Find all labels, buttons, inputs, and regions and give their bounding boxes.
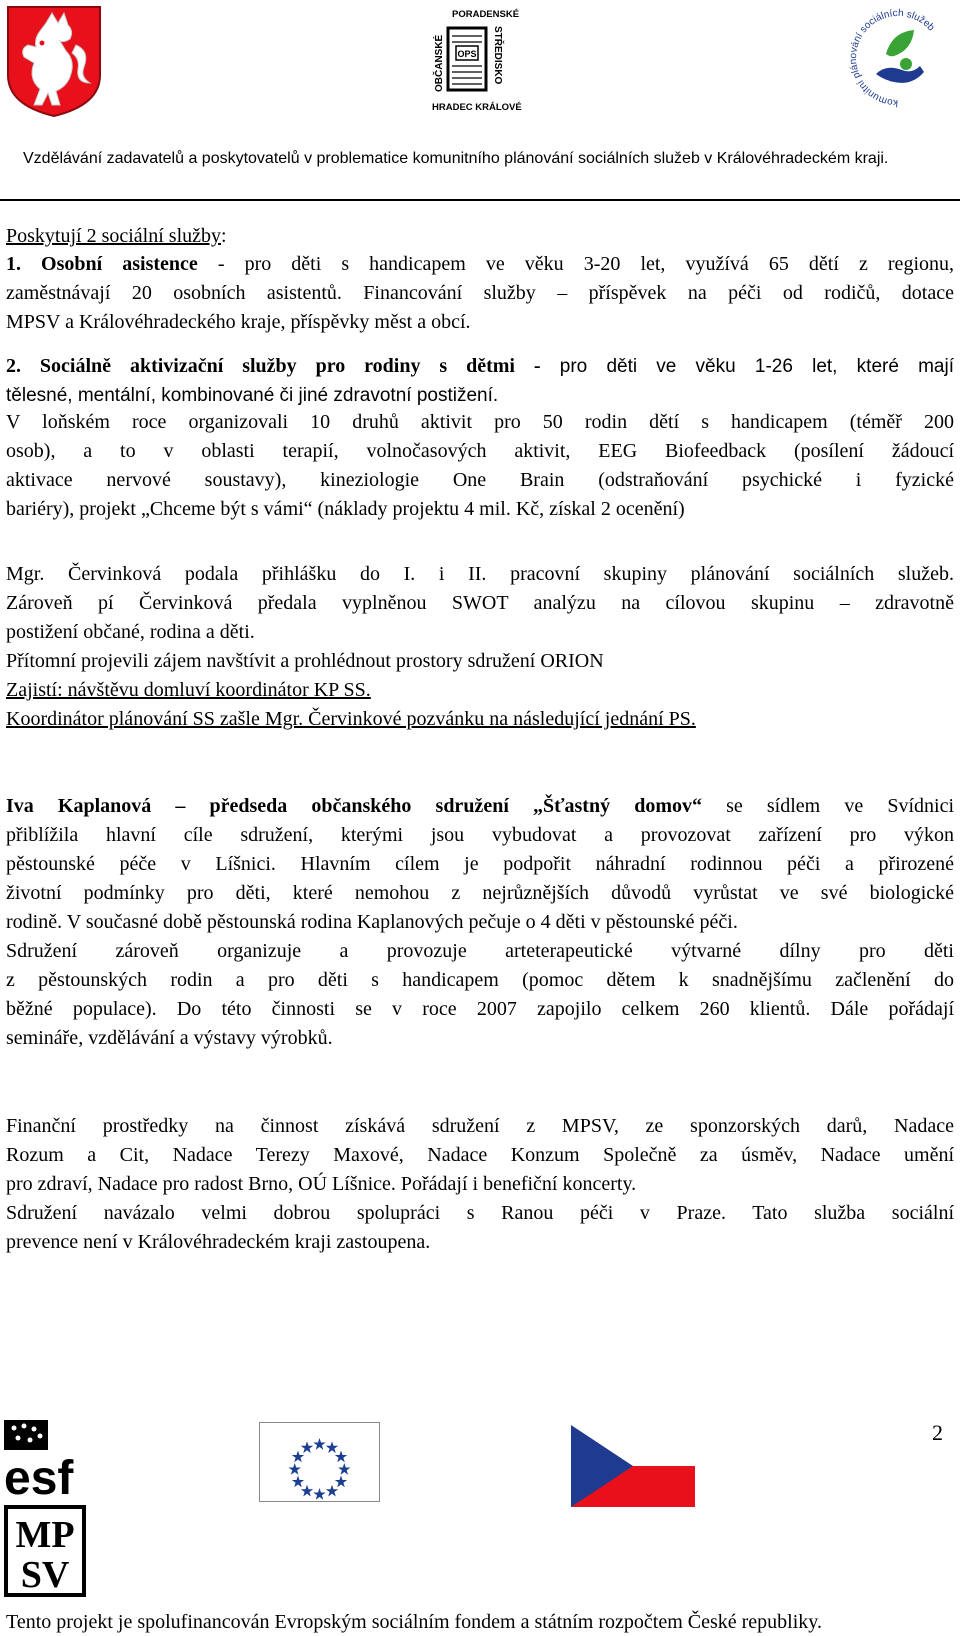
mpsv-logo (4, 1505, 86, 1597)
obcanske-poradenske-stredisko-logo (428, 6, 522, 114)
stastny-domov-line-7: z pěstounských rodin a pro děti s handicapem (pomoc dětem k snadnějšímu začlenění do (6, 969, 954, 991)
stastny-domov-paragraph (6, 792, 954, 1053)
service-1-line-1 (6, 250, 954, 279)
services-heading (6, 222, 954, 251)
service-1-line-3: MPSV a Královéhradeckého kraje, příspěvky měst a obcí. (6, 311, 471, 333)
ops-label: OPS (457, 49, 477, 59)
visit-interest-line: Přítomní projevili zájem navštívit a prohlédnout prostory sdružení ORION (6, 650, 604, 672)
esf-logo-text: esf (4, 1452, 74, 1505)
activities-paragraph (6, 408, 954, 524)
footer-funding-note: Tento projekt je spolufinancován Evropským sociálním fondem a státním rozpočtem České republiky. (6, 1611, 822, 1633)
stastny-domov-line-2: přiblížila hlavní cíle sdružení, kterými jsou vybudovat a provozovat zařízení pro výkon (6, 824, 954, 846)
esf-logo (4, 1420, 96, 1505)
services-heading-colon: : (221, 225, 227, 247)
stastny-domov-line-3: pěstounské péče v Líšnici. Hlavním cílem je podpořit náhradní rodinnou péči a přirozené (6, 853, 954, 875)
stastny-domov-line-9: semináře, vzdělávání a výstavy výrobků. (6, 1027, 333, 1049)
funding-paragraph (6, 1112, 954, 1257)
eu-flag (259, 1422, 380, 1502)
task-visit-arrangement: Zajistí: návštěvu domluví koordinátor KP SS. (6, 679, 371, 701)
header-project-title: Vzdělávání zadavatelů a poskytovatelů v problematice komunitního plánování sociálních služeb v Královéhradeckém kraji. (23, 150, 889, 167)
czech-flag (571, 1425, 695, 1507)
activities-line-1: V loňském roce organizovali 10 druhů aktivit pro 50 rodin dětí s handicapem (téměř 200 (6, 411, 954, 433)
stastny-domov-line-6: Sdružení zároveň organizuje a provozuje arteterapeutické výtvarné dílny pro děti (6, 940, 954, 962)
service-2-description: pro děti ve věku 1-26 let, které mají (540, 356, 954, 377)
service-2-line-2: tělesné, mentální, kombinované či jiné zdravotní postižení. (6, 385, 499, 406)
service-2-name: 2. Sociálně aktivizační služby pro rodiny s dětmi - (6, 355, 541, 377)
ops-word-2: PORADENSKÉ (452, 9, 520, 20)
stastny-domov-line-4: životní podmínky pro děti, které nemohou z nejrůznějších důvodů vyrůstat ve své biologické (6, 882, 954, 904)
hradec-kralove-region-coat-of-arms (6, 5, 102, 118)
stastny-domov-seat: se sídlem ve Svídnici (702, 795, 954, 817)
activities-line-3: aktivace nervové soustavy), kineziologie One Brain (odstraňování psychické i fyzické (6, 469, 954, 491)
activities-line-4: bariéry), projekt „Chceme být s vámi“ (náklady projektu 4 mil. Kč, získal 2 ocenění) (6, 498, 685, 520)
stastny-domov-line-1 (6, 792, 954, 821)
mpsv-logo-bottom: SV (20, 1554, 70, 1596)
application-paragraph (6, 560, 954, 734)
service-1-paragraph (6, 250, 954, 337)
komunitni-planovani-logo (842, 4, 954, 110)
stastny-domov-line-5: rodině. V současné době pěstounská rodina Kaplanových pečuje o 4 děti v pěstounské péči. (6, 911, 738, 933)
funding-line-5: prevence není v Královéhradeckém kraji zastoupena. (6, 1231, 431, 1253)
service-1-name: 1. Osobní asistence (6, 253, 198, 275)
application-line-2: Zároveň pí Červinková předala vyplněnou SWOT analýzu na cílovou skupinu – zdravotně (6, 592, 954, 614)
service-1-line-2: zaměstnávají 20 osobních asistentů. Financování služby – příspěvek na péči od rodičů, dotace (6, 282, 954, 304)
task-invitation: Koordinátor plánování SS zašle Mgr. Červinkové pozvánku na následující jednání PS. (6, 708, 696, 730)
service-1-description: - pro děti s handicapem ve věku 3-20 let, využívá 65 dětí z regionu, (197, 253, 954, 275)
ops-word-1: OBČANSKÉ (434, 34, 445, 92)
services-heading-text: Poskytují 2 sociální služby (6, 225, 221, 247)
service-2-line-1 (6, 352, 954, 381)
ops-word-3: STŘEDISKO (492, 26, 503, 85)
stastny-domov-presenter: Iva Kaplanová – předseda občanského sdružení „Šťastný domov“ (6, 795, 702, 817)
funding-line-2: Rozum a Cit, Nadace Terezy Maxové, Nadace Konzum Společně za úsměv, Nadace umění (6, 1144, 954, 1166)
header-divider (0, 199, 960, 201)
funding-line-1: Finanční prostředky na činnost získává sdružení z MPSV, ze sponzorských darů, Nadace (6, 1115, 954, 1137)
funding-line-3: pro zdraví, Nadace pro radost Brno, OÚ Líšnice. Pořádají i benefiční koncerty. (6, 1173, 637, 1195)
kp-ring-text: komunitní plánování sociálních služeb (847, 7, 937, 109)
page-number: 2 (932, 1420, 943, 1445)
mpsv-logo-top: MP (15, 1514, 75, 1556)
ops-word-4: HRADEC KRÁLOVÉ (432, 102, 522, 113)
funding-line-4: Sdružení navázalo velmi dobrou spolupráci s Ranou péči v Praze. Tato služba sociální (6, 1202, 954, 1224)
stastny-domov-line-8: běžné populace). Do této činnosti se v roce 2007 zapojilo celkem 260 klientů. Dále pořádají (6, 998, 954, 1020)
application-line-1: Mgr. Červinková podala přihlášku do I. i II. pracovní skupiny plánování sociálních služeb. (6, 563, 954, 585)
service-2-paragraph (6, 352, 954, 410)
activities-line-2: osob), a to v oblasti terapií, volnočasových aktivit, EEG Biofeedback (posílení žádoucí (6, 440, 954, 462)
application-line-3: postižení občané, rodina a děti. (6, 621, 255, 643)
